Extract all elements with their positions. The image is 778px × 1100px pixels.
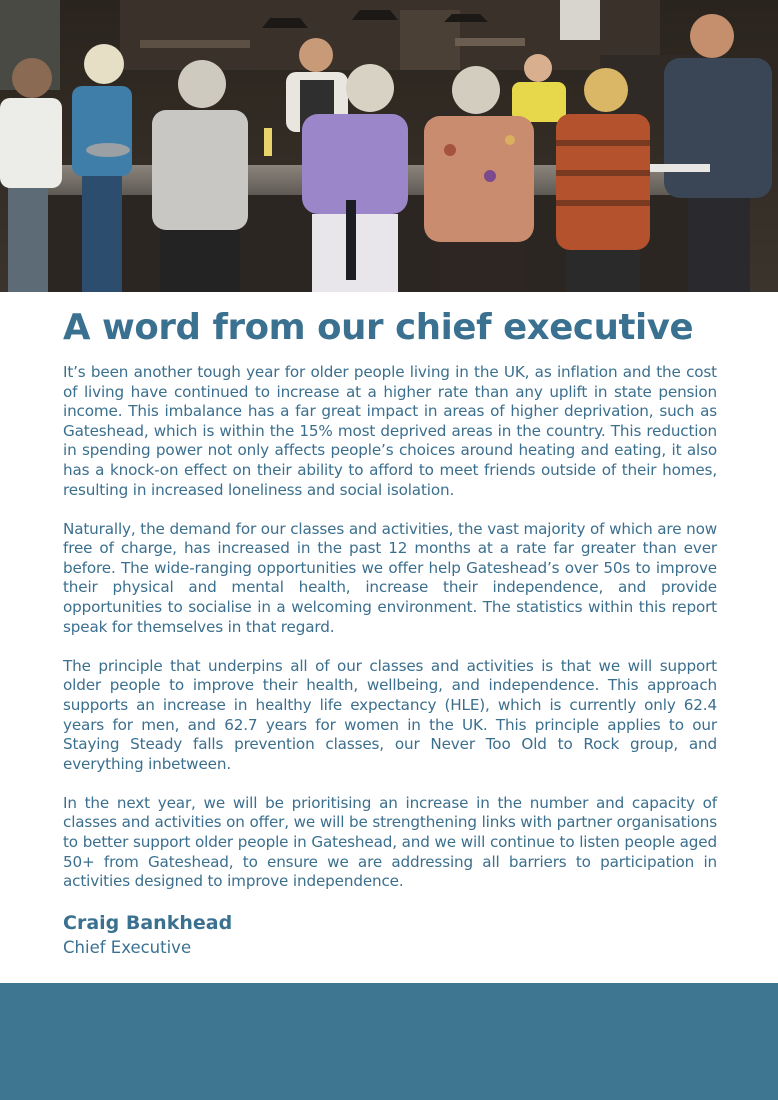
- hero-photo-illustration: [0, 0, 778, 292]
- hero-photo-cooking-class: [0, 0, 778, 292]
- paragraph-3: The principle that underpins all of our classes and activities is that we will support older people to improve their health, wellbeing, and independence. This approach supports an increase in healthy life expectancy (HLE), which is currently only 62.4 years for men, and 62.7 years for women in the UK. This principle applies to our Staying Steady falls prevention classes, our Never Too Old to Rock group, and everything inbetween.: [63, 656, 717, 773]
- paragraph-4: In the next year, we will be prioritising an increase in the number and capacity of classes and activities on offer, we will be strengthening links with partner organisations to better support older people in Gateshead, and we will continue to listen people aged 50+ from Gateshead, to ensure we are addressing all barriers to participation in activities designed to improve independence.: [63, 793, 717, 891]
- article-body: [63, 363, 717, 892]
- chief-executive-article: [63, 306, 717, 959]
- page-title: A word from our chief executive: [63, 307, 694, 348]
- signature-name: Craig Bankhead: [63, 912, 233, 935]
- paragraph-2: Naturally, the demand for our classes and activities, the vast majority of which are now free of charge, has increased in the past 12 months at a rate far greater than ever before. The wide-ranging opportunities we offer help Gateshead’s over 50s to improve their physical and mental health, increase their independence, and provide opportunities to socialise in a welcoming environment. The statistics within this report speak for themselves in that regard.: [63, 519, 717, 636]
- footer-color-band: [0, 983, 778, 1100]
- paragraph-1: It’s been another tough year for older people living in the UK, as inflation and the cost of living have continued to increase at a higher rate than any uplift in state pension income. This imbalance has a far great impact in areas of higher deprivation, such as Gateshead, which is within the 15% most deprived areas in the country. This reduction in spending power not only affects people’s choices around heating and eating, it also has a knock-on effect on their ability to afford to meet friends outside of their homes, resulting in increased loneliness and social isolation.: [63, 363, 717, 499]
- signature-block: [63, 911, 717, 959]
- signature-role: Chief Executive: [63, 938, 192, 958]
